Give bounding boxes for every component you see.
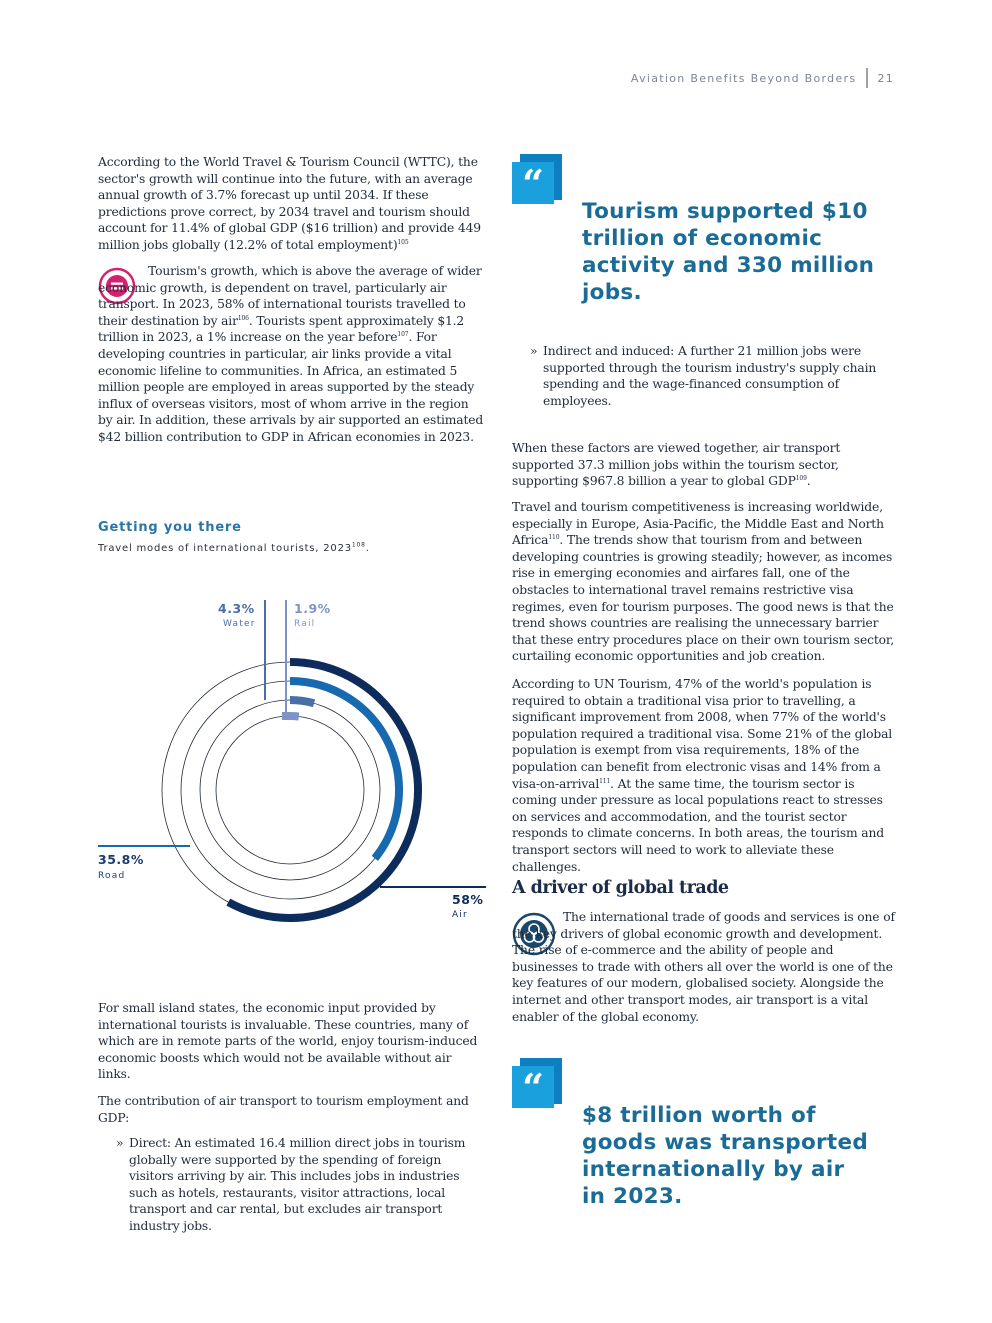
ring-arc-air (228, 662, 418, 918)
label-air-category: Air (452, 910, 468, 920)
ring-arc-rail (290, 716, 299, 717)
ring-guide-water (200, 700, 380, 880)
right-paragraph-1: When these factors are viewed together, air transport supported 37.3 million jobs within the tourism sector, supporting $967.8 billion a year to global GDP$^{109}$. (512, 441, 841, 489)
right-paragraph-4: The international trade of goods and services is one of the key drivers of global economic growth and development. The rise of e-commerce and the ability of people and businesses to trade with others all over the world is one of the key features of our modern, globalised society. Alongside the internet and other transport modes, air transport is a vital enabler of the global economy. (512, 910, 895, 1024)
left-paragraph-2: Tourism's growth, which is above the average of wider economic growth, is dependent on travel, particularly air transport. In 2023, 58% of international tourists travelled to their destination by air$^{106}$. Tourists spent approximately $1.2 trillion in 2023, a 1% increase on the year before$^{107}$. For developing countries in particular, air links provide a vital economic lifeline to communities. In Africa, an estimated 5 million people are employed in areas supported by the steady influx of overseas visitors, most of whom arrive in the region by air. In addition, these arrivals by air supported an estimated $42 billion contribution to GDP in African economies in 2023. (98, 264, 484, 444)
pull-quote-trade: $8 trillion worth of goods was transported internationally by air in 2023. (582, 1103, 869, 1209)
chart-subtitle: Travel modes of international tourists, 2023$^{108}$. (98, 541, 370, 554)
svg-text:“: “ (522, 161, 544, 204)
label-water-value: 4.3% (218, 601, 255, 616)
left-paragraph-4: The contribution of air transport to tourism employment and GDP: (98, 1094, 469, 1125)
ring-marker-rail (282, 712, 290, 720)
label-air-value: 58% (452, 892, 484, 907)
label-road-category: Road (98, 871, 126, 881)
bullet-direct (116, 1135, 486, 1235)
page-number: 21 (877, 71, 894, 85)
label-road-value: 35.8% (98, 852, 144, 867)
quote-icon (512, 1058, 562, 1108)
label-water-category: Water (223, 619, 256, 629)
ring-arc-water (290, 700, 314, 703)
section-heading-global-trade: A driver of global trade (512, 878, 729, 898)
right-paragraph-2: Travel and tourism competitiveness is increasing worldwide, especially in Europe, Asia-Pacific, the Middle East and North Africa$^{110}$. The trends show that tourism from and between developing countries is growing steadily; however, as incomes rise in emerging economies and airfares fall, one of the obstacles to international travel remains restrictive visa regimes, even for tourism purposes. The good news is that the trend shows countries are realising the unnecessary barrier that these entry procedures place on their own tourism sector, curtailing economic opportunities and job creation. (512, 500, 895, 664)
bullet-direct-text: Direct: An estimated 16.4 million direct jobs in tourism globally were supported by the spending of foreign visitors arriving by air. This includes jobs in industries such as hotels, restaurants, visitor attractions, local transport and car rental, but excludes air transport industry jobs. (129, 1136, 466, 1233)
running-header (631, 68, 894, 88)
label-rail-value: 1.9% (294, 601, 331, 616)
left-paragraph-1: According to the World Travel & Tourism Council (WTTC), the sector's growth will continue into the future, with an average annual growth of 3.7% forecast up until 2034. If these predictions prove correct, by 2034 travel and tourism should account for 11.4% of global GDP ($16 trillion) and provide 449 million jobs globally (12.2% of total employment)$^{105}$ (98, 155, 481, 252)
quote-icon (512, 154, 562, 204)
ring-guide-air (162, 662, 418, 918)
bullet-marker: » (116, 1136, 124, 1150)
pull-quote-tourism: Tourism supported $10 trillion of economic activity and 330 million jobs. (582, 199, 875, 305)
ring-guide-rail (216, 716, 364, 864)
header-divider (866, 68, 868, 88)
svg-text:“: “ (522, 1065, 544, 1108)
ring-arc-road (290, 681, 399, 858)
right-paragraph-3: According to UN Tourism, 47% of the world's population is required to obtain a traditional visa prior to travelling, a significant improvement from 2008, when 77% of the world's population required a traditional visa. Some 21% of the global population is exempt from visa requirements, 18% of the population can benefit from electronic visas and 14% from a visa-on-arrival$^{111}$. At the same time, the tourism sector is coming under pressure as local populations react to stresses on services and accommodation, and the tourist sector responds to climate concerns. In both areas, the tourism and transport sectors will need to work to alleviate these challenges. (512, 677, 893, 874)
bullet-indirect (530, 343, 890, 409)
left-paragraph-3: For small island states, the economic input provided by international tourists is invaluable. These countries, many of which are in remote parts of the world, enjoy tourism-induced economic boosts which would not be available without air links. (98, 1001, 478, 1082)
chart-heading: Getting you there (98, 520, 242, 535)
bullet-indirect-text: Indirect and induced: A further 21 million jobs were supported through the tourism industry's supply chain spending and the wage-financed consumption of employees. (543, 344, 877, 408)
publication-title: Aviation Benefits Beyond Borders (630, 71, 857, 85)
label-rail-category: Rail (294, 619, 316, 629)
bullet-marker: » (530, 344, 538, 358)
ring-guide-road (181, 681, 399, 899)
